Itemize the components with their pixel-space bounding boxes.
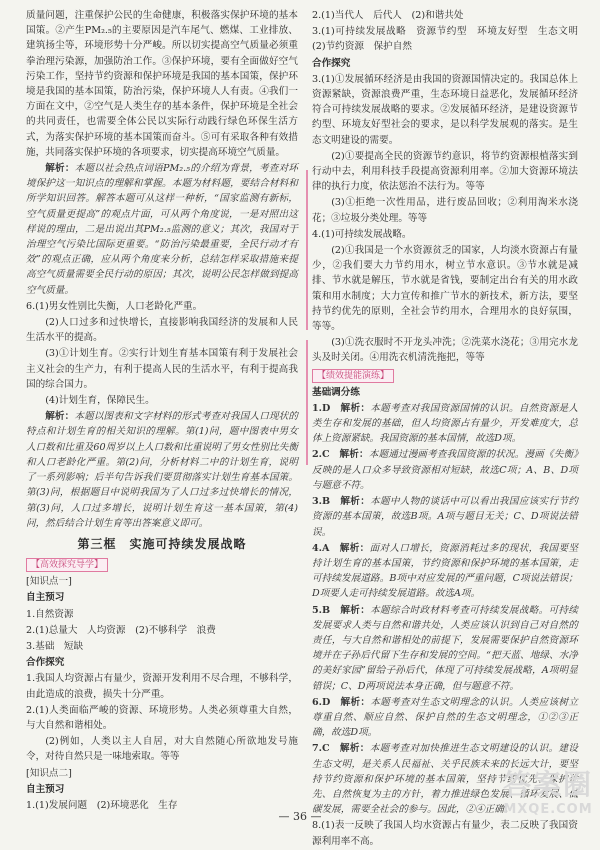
answer-q6-1: 6.(1)男女性别比失衡，人口老龄化严重。 <box>26 300 203 312</box>
knowledge-point: [知识点二] <box>26 767 72 779</box>
analysis <box>312 447 578 493</box>
left-column <box>26 8 298 814</box>
watermark-line1: 答案圈 <box>502 768 593 801</box>
analysis-tag: 3.B 解析： <box>312 496 371 508</box>
analysis-text: 面对人口增长，资源消耗过多的现状，我国要坚持计划生育的基本国策，节约资源和保护环境的基本国策，走可持续发展道路。B项中对应发展的严重问题，C项说法错误；D项要人走可持续发展道路。故选A项。 <box>312 542 578 600</box>
answer-line: 3.(1)可持续发展战略 资源节约型 环境友好型 生态文明 (2)节约资源 保护自然 <box>312 26 588 53</box>
analysis-text: 本题考查对加快推进生态文明建设的认识。建设生态文明，是关系人民福祉、关乎民族未来的长远大计，要坚持节约资源和保护环境的基本国策，坚持节约优先、保护优先、自然恢复为主的方针，着力推进绿色发展、循环发展、低碳发展，需要全社会的参与。因此，②④正确。 <box>312 743 579 816</box>
analysis-text: 本题中人物的谈话中可以看出我国应该实行节约资源的基本国策，故选B项。A项与题目无关；C、D项说法错误。 <box>312 496 579 538</box>
section-title: 第三框 实施可持续发展战略 <box>77 536 247 551</box>
answer-line: 2.(1)人类面临严峻的资源、环境形势。人类必须尊重大自然，与大自然和谐相处。 <box>26 704 298 731</box>
analysis-text: 本题考查对生态文明理念的认识。人类应该树立尊重自然、顺应自然、保护自然的生态文明理念，①②③正确，故选D项。 <box>312 696 578 739</box>
analysis-tag: 1.D 解析： <box>312 402 371 414</box>
answer-q6-4: (4)计划生育，保障民生。 <box>45 395 155 407</box>
subheading: 合作探究 <box>26 657 65 669</box>
answer-line: (3)①洗衣服时不开龙头冲洗；②洗菜水浇花；③用完水龙头及时关闭。④用洗衣机清洗拖把，等等 <box>312 337 578 364</box>
answer-q6-2: (2)人口过多和过快增长，直接影响我国经济的发展和人民生活水平的提高。 <box>26 317 298 344</box>
subheading: 合作探究 <box>312 57 351 69</box>
answer-line: 2.(1)总量大 人均资源 (2)不够科学 浪费 <box>26 624 216 636</box>
section-banner: 【高效探究导学】 <box>26 558 108 572</box>
answer-q6-3: (3)①计划生育。②实行计划生育基本国策有利于发展社会主义社会的生产力，有利于提高人民的生活水平，有利于提高我国的综合国力。 <box>26 348 298 390</box>
analysis <box>26 161 298 298</box>
answer-line: (2)例如，人类以主人自居，对大自然随心所欲地发号施令，对待自然只是一味地索取。等等 <box>26 736 298 763</box>
answer-line: 4.(1)可持续发展战略。 <box>312 228 412 240</box>
analysis-tag: 7.C 解析： <box>312 743 370 755</box>
answer-line: 1.自然资源 <box>26 608 74 620</box>
answer-line: (2)①我国是一个水资源贫乏的国家，人均淡水资源占有量少，②我们要大力节约用水，树立节水意识。③节水就是减排、节水就是解压，节水就是省钱，要制定出台有关的用水政策和用水制度；大力宣传和推广节水的新技术，新方法，要坚持节约优先的原则，全社会节约用水，合理用水的良好氛围，等等。 <box>312 245 578 333</box>
answer-line: 1.我国人均资源占有量少，资源开发利用不尽合理，不够科学，由此造成的浪费，损失十分严重。 <box>26 673 298 700</box>
analysis-text: 本题考查对我国资源国情的认识。自然资源是人类生存和发展的基础，但人均资源占有量少，开发难度大，总体上资源紧缺。我国资源的基本国情，故选D项。 <box>312 402 578 445</box>
watermark-line2: MXQE.COM <box>503 802 593 817</box>
watermark-logo <box>498 768 598 832</box>
answer-line: (3)①拒绝一次性用品，进行废品回收；②利用淘米水浇花；③垃圾分类处理。等等 <box>312 197 578 224</box>
analysis <box>312 603 578 694</box>
analysis-tag: 5.B 解析： <box>312 604 371 616</box>
analysis-text: 本题以社会热点词语PM₂.₅的介绍为背景，考查对环境保护这一知识点的理解和掌握。本题为材料题，要结合材料和所学知识回答。解答本题可从这样一种析，“国家监测有新标，空气质量更提高”的观点片面，可从两个角度说，一是对照出这样说的理由，二是出说出其PM₂.₅监测的意义；其次，我国对于治理空气污染比国际更重要。“防治污染最重要，全民行动才有效”的观点正确，应从两个角度来分析，总结怎样采取措施来提高空气质量需要全民行动的原因；其次，说明公民怎样做到提高空气质量。 <box>26 163 298 296</box>
answer-line: 1.(1)发展问题 (2)环境恶化 生存 <box>26 799 178 811</box>
analysis-text: 本题通过漫画考查我国资源的状况。漫画《失衡》反映的是人口众多导致资源相对短缺，故选C项；A、B、D项与题意不符。 <box>312 449 579 491</box>
subheading: 基础调分练 <box>312 386 360 398</box>
subheading: 自主预习 <box>26 592 65 604</box>
knowledge-point: [知识点一] <box>26 576 72 588</box>
analysis-text: 本题综合时政材料考查可持续发展战略。可持续发展要求人类与自然和谐共处，人类应该认识到自己对自然的责任，与大自然和谐相处的前提下，发展需要保护自然资源环境并在子孙后代留下生存和发展的空间。“把天蓝、地绿、水净的美好家园”留给子孙后代，体现了可持续发展战略，A项明显错误；C、D两项说法本身正确，但与题意不符。 <box>312 604 579 692</box>
analysis <box>312 494 578 540</box>
answer-text: 质量问题，注重保护公民的生命健康，积极落实保护环境的基本国策。②产生PM₂.₅的主要原因是汽车尾气、燃煤、工业排放、建筑扬尘等，环境形势十分严峻。所以切实提高空气质量必须重拳治理污染源，加强防治工作。③保护环境，要有全面做好空气污染工作，坚持节约资源和保护环境是我国的基本国策，保护环境是我国的基本国策，防治污染，保护环境人人有责。④我们一方面在文中，②空气是人类生存的基本条件，保护环境是全社会的共同责任，也需要全体公民以实际行动践行绿色环保生活方式，为落实保护环境的基本国策而奋斗。⑤可有采取各种有效措施，共同落实保护环境的各项要求，切实提高环境空气质量。 <box>26 10 298 158</box>
analysis-text: 本题以图表和文字材料的形式考查对我国人口现状的特点和计划生育的相关知识的理解。第(1)问，题中图表中男女人口数和比重及60周岁以上人口数和比重说明了男女性别比失衡和人口老龄化严重。第(2)问，分析材料二中的计划生育，说明了一系列影响；后半句告诉我们要贯彻落实计划生育基本国策。第(3)问，根据题目中说明我国为了人口过多过快增长的情况，第(3)问，人口过多增长，说明计划生育这一基本国策，第(4)问，然后结合计划生育等出答案意义即可。 <box>26 411 299 529</box>
analysis <box>26 409 298 531</box>
answer-line: 8.(1)表一反映了我国人均水资源占有量少，表二反映了我国资源利用率不高。 <box>312 820 578 847</box>
analysis-tag: 6.D 解析： <box>312 696 371 708</box>
answer-line: 3.(1)①发展循环经济是由我国的资源国情决定的。我国总体上资源紧缺，资源浪费严重，生态环境日益恶化，发展循环经济符合可持续发展战略的要求。②发展循环经济，是建设资源节约型、环境友好型社会的要求，是以科学发展观的落实。是生态文明建设的需要。 <box>312 73 578 146</box>
margin-rule <box>306 170 308 330</box>
analysis-tag: 解析： <box>45 411 75 423</box>
subheading: 自主预习 <box>26 783 65 795</box>
answer-line: 2.(1)当代人 后代人 (2)和谐共处 <box>312 10 464 21</box>
section-banner: 【绩效提能演练】 <box>312 369 394 383</box>
answer-line: (2)①要提高全民的资源节约意识，将节约资源根植落实到行动中去，利用科技手段提高资源利用率。②加大资源环境法律的执行力度，依法惩治不法行为。等等 <box>312 150 578 193</box>
analysis-tag: 2.C 解析： <box>312 449 369 461</box>
answer-line: 3.基础 短缺 <box>26 640 84 652</box>
analysis <box>312 695 578 741</box>
analysis-tag: 解析： <box>45 163 75 175</box>
page-number: — 36 — <box>278 810 322 823</box>
analysis <box>312 541 578 602</box>
analysis-tag: 4.A 解析： <box>312 542 370 554</box>
margin-rule <box>306 340 308 465</box>
right-column <box>312 8 588 850</box>
analysis <box>312 401 578 447</box>
